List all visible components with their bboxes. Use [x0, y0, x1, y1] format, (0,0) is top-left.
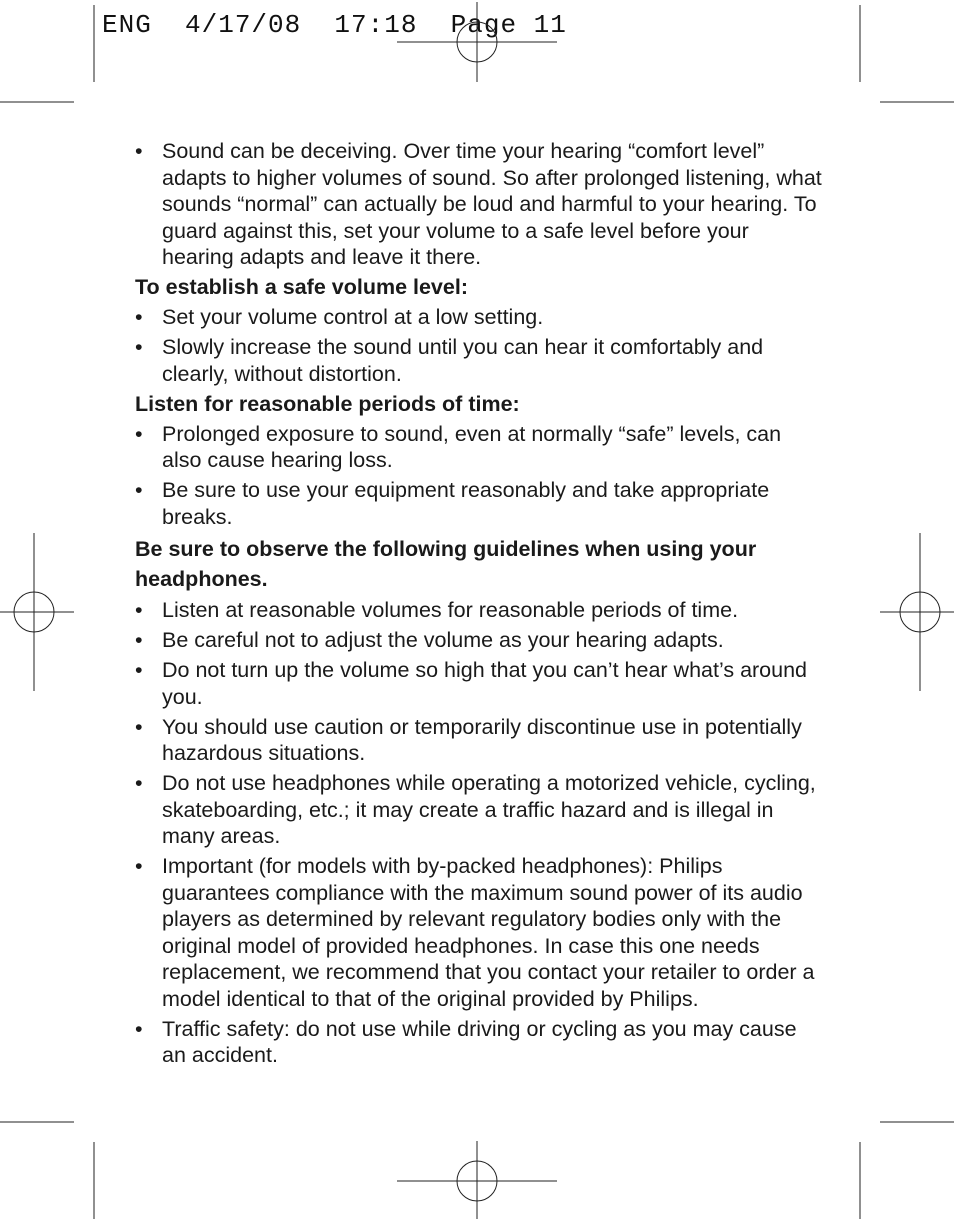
bullet-point: • [135, 421, 143, 446]
bullet-point: • [135, 771, 143, 795]
list-item-text: Important (for models with by-packed headphones): Philips guarantees compliance with the maximum sound power of its audio players as determined by relevant regulatory bodies only with the original model of provided headphones. In case this one needs replacement, we recommend that you contact your retailer to order a model identical to that of the original provided by Philips. [162, 854, 815, 1011]
bullet-point: • [135, 598, 143, 622]
list-item-text: Do not use headphones while operating a motorized vehicle, cycling, skateboarding, etc.; it may create a traffic hazard and is illegal in many areas. [162, 771, 816, 848]
bullet-point: • [135, 478, 143, 502]
list-item-prolonged-exposure [135, 421, 825, 474]
list-item-text: Prolonged exposure to sound, even at normally “safe” levels, can also cause hearing loss. [162, 421, 782, 472]
bullet-point: • [135, 139, 143, 163]
section-heading-listening-periods: Listen for reasonable periods of time: [135, 391, 520, 416]
list-item-text: Slowly increase the sound until you can hear it comfortably and clearly, without distortion. [162, 335, 764, 386]
list-item-take-breaks [135, 477, 825, 530]
registration-mark-top [397, 2, 557, 82]
section-heading-safe-volume: To establish a safe volume level: [135, 275, 468, 299]
section-heading-headphone-guidelines: Be sure to observe the following guidelines when using your headphones. [135, 536, 757, 591]
bullet-point: • [135, 305, 143, 329]
bullet-point: • [135, 335, 143, 359]
list-item-increase-sound [135, 334, 825, 387]
bullet-point: • [135, 658, 143, 682]
list-item-text: Listen at reasonable volumes for reasonable periods of time. [162, 598, 739, 622]
list-item-philips-compliance [135, 853, 825, 1012]
bullet-point: • [135, 854, 143, 878]
list-item-comfort-level [135, 138, 825, 271]
list-item-text: You should use caution or temporarily discontinue use in potentially hazardous situations. [162, 714, 802, 765]
list-item-careful-adjusting [135, 627, 825, 654]
list-item-text: Traffic safety: do not use while driving or cycling as you may cause an accident. [162, 1016, 797, 1067]
bullet-point: • [135, 1016, 143, 1041]
list-item-text: Be careful not to adjust the volume as your hearing adapts. [162, 628, 724, 652]
list-item-not-too-high [135, 657, 825, 710]
list-item-text: Be sure to use your equipment reasonably and take appropriate breaks. [162, 478, 770, 529]
safety-guidelines-text [135, 138, 825, 1072]
list-item-hazardous-situations [135, 714, 825, 767]
list-item-reasonable-volumes [135, 597, 825, 624]
registration-mark-bottom [397, 1141, 557, 1219]
list-item-low-setting [135, 304, 825, 331]
registration-mark-left [0, 533, 74, 691]
list-item-text: Sound can be deceiving. Over time your hearing “comfort level” adapts to higher volumes of sound. So after prolonged listening, what sounds “normal” can actually be loud and harmful to your hearing. To guard against this, set your volume to a safe level before your hearing adapts and leave it there. [162, 139, 822, 269]
list-item-text: Do not turn up the volume so high that you can’t hear what’s around you. [162, 658, 808, 709]
list-item-motorized-vehicle [135, 770, 825, 850]
bullet-point: • [135, 714, 143, 739]
registration-mark-right [880, 533, 954, 691]
print-slug-line: ENG 4/17/08 17:18 Page 11 [102, 10, 567, 40]
bullet-point: • [135, 628, 143, 652]
list-item-traffic-safety [135, 1016, 825, 1069]
list-item-text: Set your volume control at a low setting. [162, 305, 544, 329]
